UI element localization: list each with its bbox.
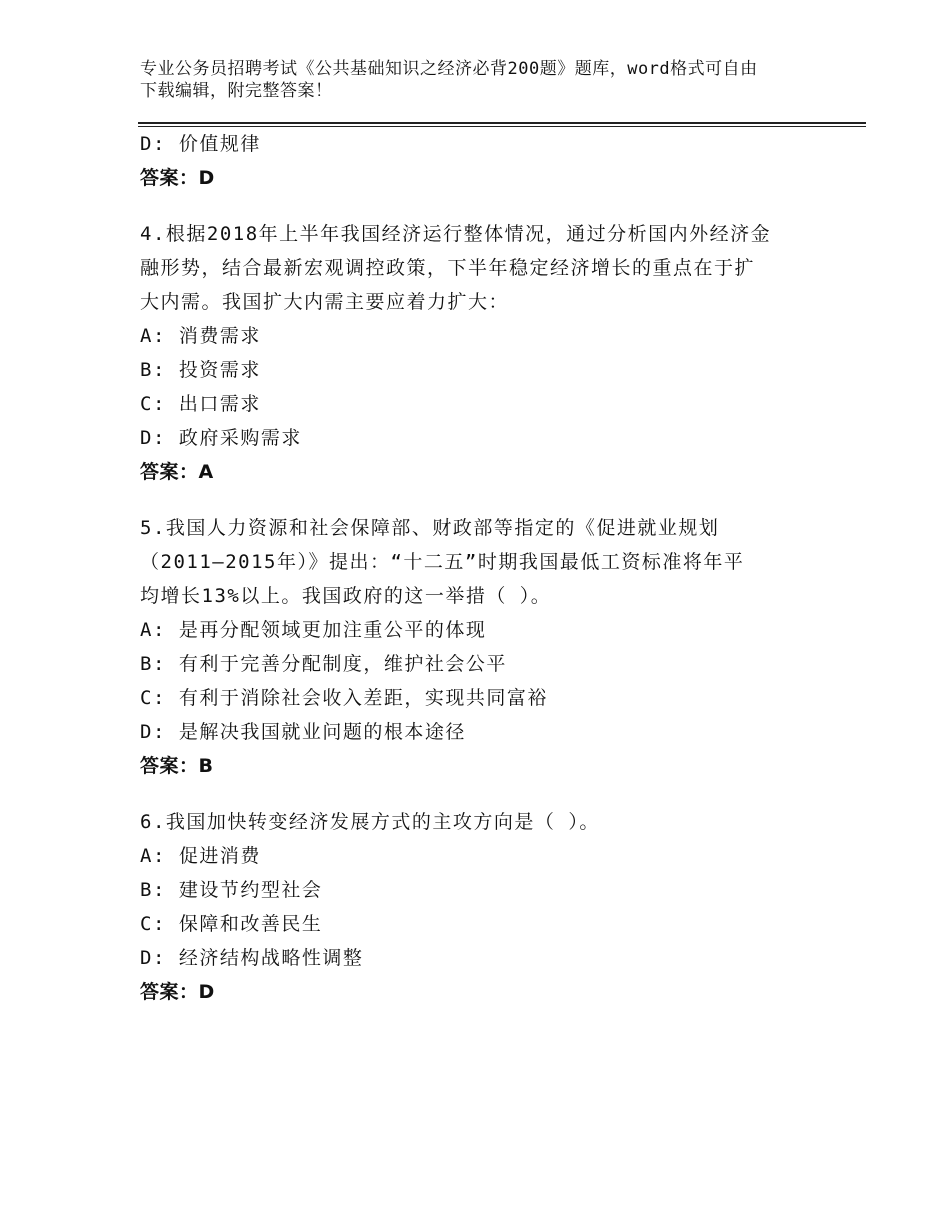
question-4 (140, 217, 820, 489)
question-text-line: 均增长13%以上。我国政府的这一举措（ ）。 (140, 585, 552, 607)
question-text-line: 融形势，结合最新宏观调控政策，下半年稳定经济增长的重点在于扩 (140, 257, 756, 279)
question-text-line: 大内需。我国扩大内需主要应着力扩大： (140, 291, 510, 313)
question-5 (140, 511, 820, 783)
option-d: D: 价值规律 (140, 133, 261, 155)
answer-line: 答案：A (140, 461, 214, 483)
option-d: D: 经济结构战略性调整 (140, 947, 364, 969)
question-text-line: 6.我国加快转变经济发展方式的主攻方向是（ ）。 (140, 811, 600, 833)
option-a: A: 消费需求 (140, 325, 261, 347)
option-c: C: 有利于消除社会收入差距，实现共同富裕 (140, 687, 548, 709)
question-text-line: （2011—2015年）》提出：“十二五”时期我国最低工资标准将年平 (140, 551, 745, 573)
question-text-line: 5.我国人力资源和社会保障部、财政部等指定的《促进就业规划 (140, 517, 720, 539)
question-6 (140, 805, 820, 1009)
option-c: C: 保障和改善民生 (140, 913, 323, 935)
answer-line: 答案：D (140, 167, 215, 189)
option-a: A: 促进消费 (140, 845, 261, 867)
option-b: B: 有利于完善分配制度，维护社会公平 (140, 653, 507, 675)
header-line-2: 下载编辑，附完整答案！ (140, 81, 333, 101)
option-b: B: 建设节约型社会 (140, 879, 323, 901)
option-c: C: 出口需求 (140, 393, 261, 415)
option-d: D: 是解决我国就业问题的根本途径 (140, 721, 466, 743)
option-b: B: 投资需求 (140, 359, 261, 381)
document-body (140, 127, 820, 1009)
page-header (140, 58, 820, 102)
header-rule-thick (138, 122, 866, 124)
question-text-line: 4.根据2018年上半年我国经济运行整体情况，通过分析国内外经济金 (140, 223, 772, 245)
option-a: A: 是再分配领域更加注重公平的体现 (140, 619, 487, 641)
previous-question-tail (140, 127, 820, 195)
header-line-1: 专业公务员招聘考试《公共基础知识之经济必背200题》题库，word格式可自由 (140, 59, 758, 79)
option-d: D: 政府采购需求 (140, 427, 302, 449)
answer-line: 答案：B (140, 755, 214, 777)
answer-line: 答案：D (140, 981, 215, 1003)
